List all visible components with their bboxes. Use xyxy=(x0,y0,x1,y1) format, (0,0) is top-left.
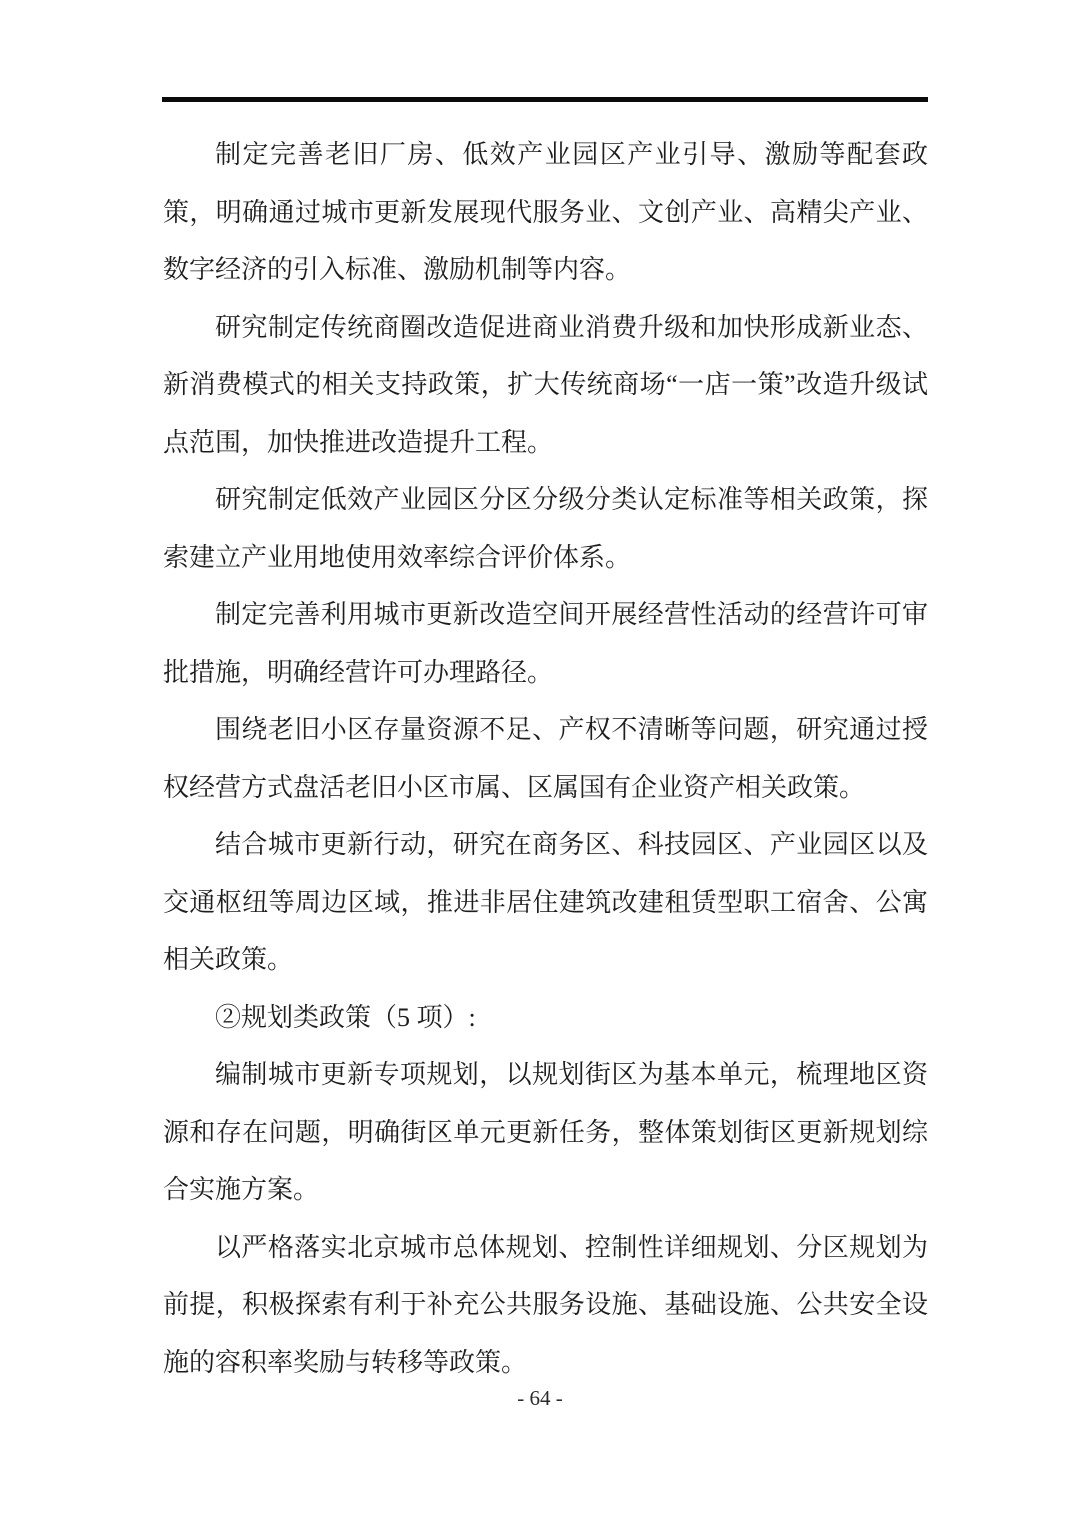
paragraph: 研究制定传统商圈改造促进商业消费升级和加快形成新业态、新消费模式的相关支持政策，扩大传统商场“一店一策”改造升级试点范围，加快推进改造提升工程。 xyxy=(163,312,928,457)
paragraph: 结合城市更新行动，研究在商务区、科技园区、产业园区以及交通枢纽等周边区域，推进非居住建筑改建租赁型职工宿舍、公寓相关政策。 xyxy=(163,830,928,974)
page-number: - 64 - xyxy=(517,1386,563,1410)
header-rule xyxy=(162,97,928,102)
page-footer xyxy=(0,1386,1080,1411)
paragraph: 以严格落实北京城市总体规划、控制性详细规划、分区规划为前提，积极探索有利于补充公共服务设施、基础设施、公共安全设施的容积率奖励与转移等政策。 xyxy=(163,1232,928,1377)
paragraph: 制定完善利用城市更新改造空间开展经营性活动的经营许可审批措施，明确经营许可办理路径。 xyxy=(163,600,928,687)
document-body xyxy=(163,126,928,1391)
paragraph: 编制城市更新专项规划，以规划街区为基本单元，梳理地区资源和存在问题，明确街区单元更新任务，整体策划街区更新规划综合实施方案。 xyxy=(163,1060,928,1204)
paragraph: 研究制定低效产业园区分区分级分类认定标准等相关政策，探索建立产业用地使用效率综合评价体系。 xyxy=(163,485,928,572)
paragraph-section-heading: ②规划类政策（5 项）: xyxy=(215,1002,476,1032)
paragraph: 围绕老旧小区存量资源不足、产权不清晰等问题，研究通过授权经营方式盘活老旧小区市属、区属国有企业资产相关政策。 xyxy=(163,715,928,802)
paragraph: 制定完善老旧厂房、低效产业园区产业引导、激励等配套政策，明确通过城市更新发展现代服务业、文创产业、高精尖产业、数字经济的引入标准、激励机制等内容。 xyxy=(163,140,928,284)
